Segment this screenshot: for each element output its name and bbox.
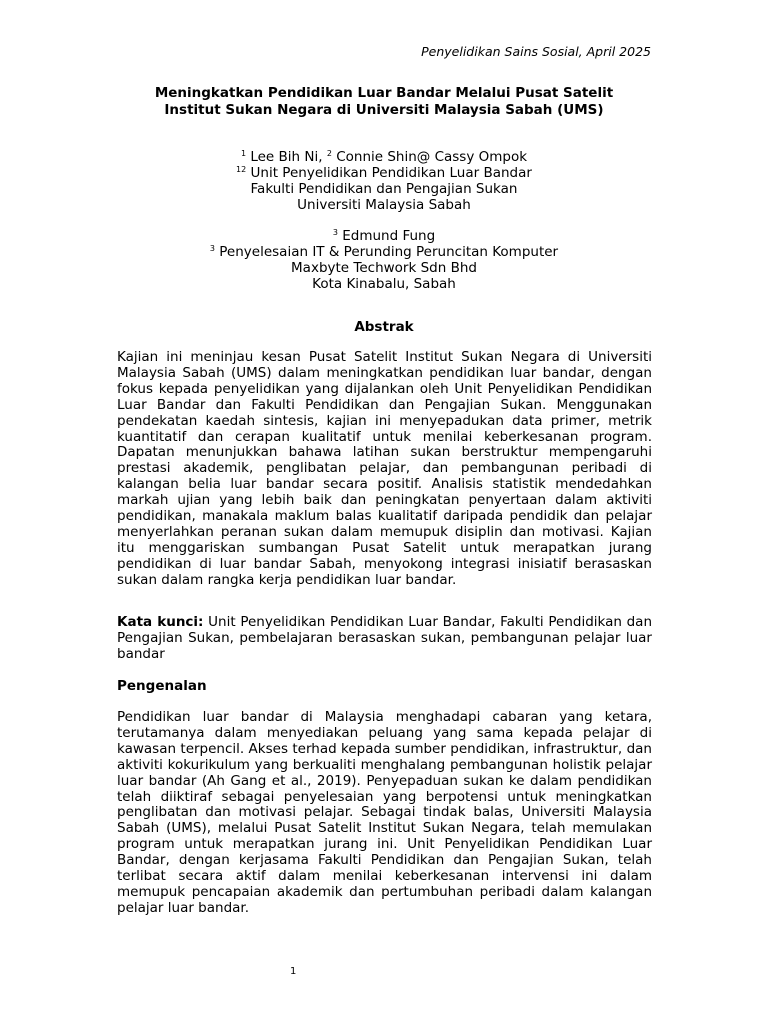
- author-gap: [0, 213, 768, 228]
- author-1-superscript: 1: [240, 149, 247, 158]
- keywords-paragraph: [117, 615, 652, 663]
- affiliation-3-city: Kota Kinabalu, Sabah: [312, 276, 456, 292]
- author-2-superscript: 2: [326, 149, 332, 158]
- affiliation-12-unit-line: [0, 165, 768, 181]
- keywords-label: Kata kunci:: [117, 614, 204, 630]
- running-head: Penyelidikan Sains Sosial, April 2025: [421, 44, 651, 59]
- author-3-name: Edmund Fung: [342, 228, 436, 244]
- abstract-paragraph: Kajian ini meninjau kesan Pusat Satelit Institut Sukan Negara di Universiti Malaysia Sabah (UMS) dalam meningkatkan pendidikan luar bandar, dengan fokus kepada penyelidikan yang dijalankan oleh Unit Penyelidikan Pendidikan Luar Bandar dan Fakulti Pendidikan dan Pengajian Sukan. Menggunakan pendekatan kaedah sintesis, kajian ini menyepadukan data primer, metrik kuantitatif dan cerapan kualitatif untuk menilai keberkesanan program. Dapatan menunjukkan bahawa latihan sukan berstruktur mempengaruhi prestasi akademik, penglibatan pelajar, dan pembangunan peribadi di kalangan belia luar bandar secara positif. Analisis statistik mendedahkan markah ujian yang lebih baik dan peningkatan penyertaan dalam aktiviti pendidikan, manakala maklum balas kualitatif daripada pendidik dan pelajar menyerlahkan peranan sukan dalam memupuk disiplin dan motivasi. Kajian itu menggariskan sumbangan Pusat Satelit untuk merapatkan jurang pendidikan di luar bandar Sabah, menyokong integrasi inisiatif berasaskan sukan dalam rangka kerja pendidikan luar bandar.: [117, 349, 652, 588]
- author-line-1: [0, 149, 768, 165]
- affiliation-3-dept: Penyelesaian IT & Perunding Peruncitan Komputer: [219, 244, 559, 260]
- author-block: [0, 149, 768, 292]
- author-1-name: Lee Bih Ni,: [250, 149, 327, 165]
- page-number: 1: [290, 966, 297, 977]
- affiliation-12-university: Universiti Malaysia Sabah: [297, 197, 471, 213]
- affiliation-3-company: Maxbyte Techwork Sdn Bhd: [291, 260, 477, 276]
- abstract-heading: Abstrak: [354, 319, 414, 335]
- paper-title: [0, 85, 768, 119]
- affiliation-12-unit: Unit Penyelidikan Pendidikan Luar Bandar: [250, 165, 532, 181]
- introduction-paragraph: Pendidikan luar bandar di Malaysia menghadapi cabaran yang ketara, terutamanya dalam menyediakan peluang yang sama kepada pelajar di kawasan terpencil. Akses terhad kepada sumber pendidikan, infrastruktur, dan aktiviti kokurikulum yang berkualiti menghalang pembangunan holistik pelajar luar bandar (Ah Gang et al., 2019). Penyepaduan sukan ke dalam pendidikan telah diiktiraf sebagai penyelesaian yang berpotensi untuk meningkatkan penglibatan dan motivasi pelajar. Sebagai tindak balas, Universiti Malaysia Sabah (UMS), melalui Pusat Satelit Institut Sukan Negara, telah memulakan program untuk merapatkan jurang ini. Unit Penyelidikan Pendidikan Luar Bandar, dengan kerjasama Fakulti Pendidikan dan Pengajian Sukan, telah terlibat secara aktif dalam menilai keberkesanan intervensi ini dalam memupuk pencapaian akademik dan pertumbuhan peribadi dalam kalangan pelajar luar bandar.: [117, 709, 652, 916]
- paper-title-line-2: Institut Sukan Negara di Universiti Malaysia Sabah (UMS): [164, 102, 604, 118]
- affiliation-12-superscript: 12: [236, 165, 247, 174]
- author-2-name: Connie Shin@ Cassy Ompok: [336, 149, 528, 165]
- keywords-text: Unit Penyelidikan Pendidikan Luar Bandar, Fakulti Pendidikan dan Pengajian Sukan, pembelajaran berasaskan sukan, pembangunan pelajar luar bandar: [117, 614, 653, 662]
- author-3-superscript: 3: [332, 228, 338, 237]
- affiliation-3-dept-line: [0, 244, 768, 260]
- introduction-heading: Pengenalan: [117, 678, 207, 694]
- affiliation-12-faculty: Fakulti Pendidikan dan Pengajian Sukan: [250, 181, 518, 197]
- paper-title-line-1: Meningkatkan Pendidikan Luar Bandar Melalui Pusat Satelit: [154, 85, 614, 101]
- affiliation-3-superscript: 3: [209, 244, 215, 253]
- author-line-3: [0, 228, 768, 244]
